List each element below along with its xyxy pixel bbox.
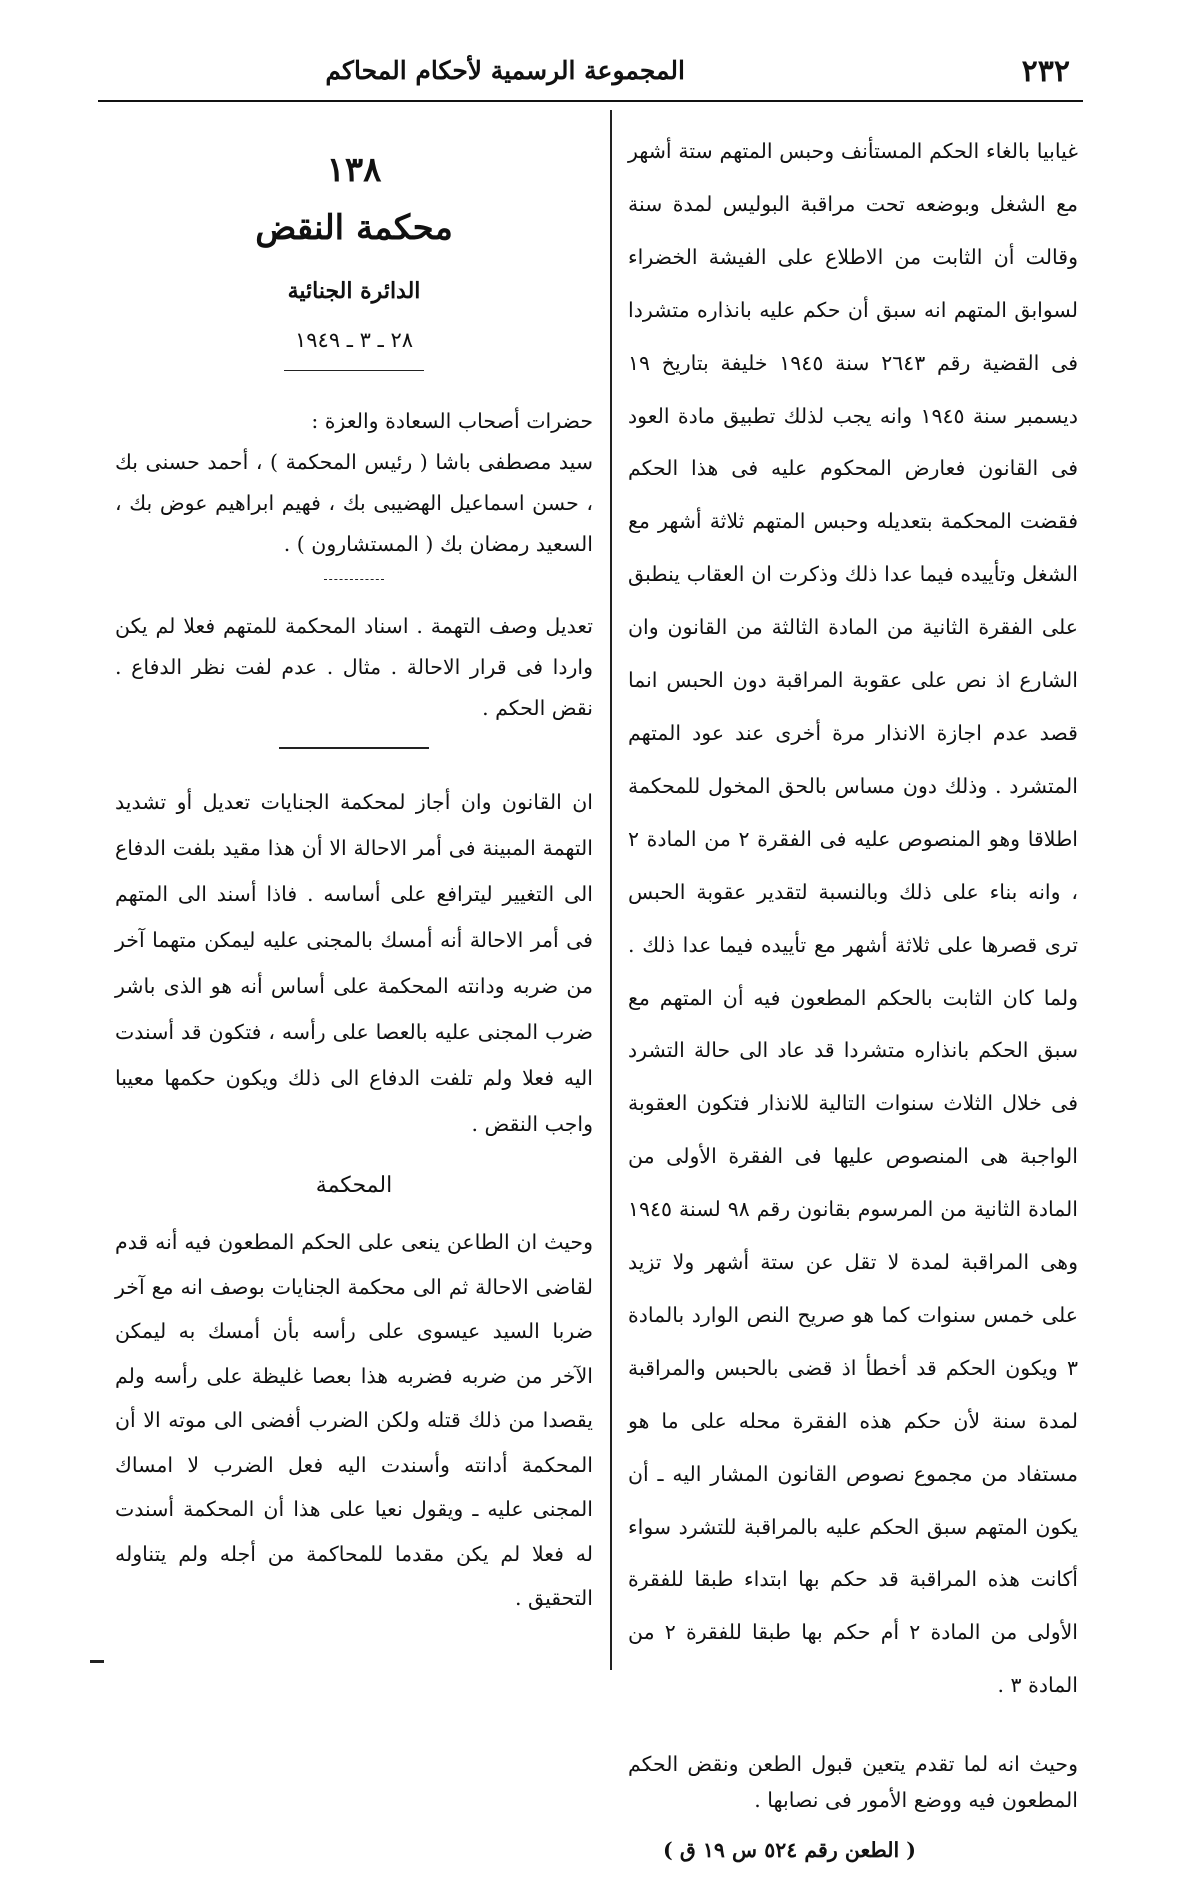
running-title: المجموعة الرسمية لأحكام المحاكم [325,56,685,85]
presence-names: سيد مصطفى باشا ( رئيس المحكمة ) ، أحمد حسنى بك ، حسن اسماعيل الهضيبى بك ، فهيم ابراهيم عوض بك ، السعيد رمضان بك ( المستشارون ) . [115,450,593,556]
bench-composition [115,401,593,565]
judgment-continuation-text: غيابيا بالغاء الحكم المستأنف وحبس المتهم ستة أشهر مع الشغل وبوضعه تحت مراقبة البوليس لمدة سنة وقالت أن الثابت من الاطلاع على الفيشة الخضراء لسوابق المتهم انه سبق أن حكم عليه بانذاره متشردا فى القضية رقم ٢٦٤٣ سنة ١٩٤٥ خليفة بتاريخ ١٩ ديسمبر سنة ١٩٤٥ وانه يجب لذلك تطبيق مادة العود فى القانون فعارض المحكوم عليه فى هذا الحكم فقضت المحكمة بتعديله وحبس المتهم ثلاثة أشهر مع الشغل وتأييده فيما عدا ذلك وذكرت ان العقاب ينطبق على الفقرة الثانية من المادة الثالثة من القانون وان الشارع اذ نص على عقوبة المراقبة دون الحبس انما قصد عدم اجازة الانذار مرة أخرى عند عود المتهم المتشرد . وذلك دون مساس بالحق المخول للمحكمة اطلاقا وهو المنصوص عليه فى الفقرة ٢ من المادة ٢ ، وانه بناء على ذلك وبالنسبة لتقدير عقوبة الحبس ترى قصرها على ثلاثة أشهر مع تأييده فيما عدا ذلك . ولما كان الثابت بالحكم المطعون فيه أن المتهم مع سبق الحكم بانذاره متشردا قد عاد الى حالة التشرد فى خلال الثلاث سنوات التالية للانذار فتكون العقوبة الواجبة هى المنصوص عليها فى الفقرة الأولى من المادة الثانية من المرسوم بقانون رقم ٩٨ لسنة ١٩٤٥ وهى المراقبة لمدة لا تقل عن ستة أشهر ولا تزيد على خمس سنوات كما هو صريح النص الوارد بالمادة ٣ ويكون الحكم قد أخطأ اذ قضى بالحبس والمراقبة لمدة سنة لأن حكم هذه الفقرة محله على ما هو مستفاد من مجموع نصوص القانون المشار اليه ـ أن يكون المتهم سبق الحكم عليه بالمراقبة للتشرد سواء أكانت هذه المراقبة قد حكم بها ابتداء طبقا للفقرة الأولى من المادة ٢ أم حكم بها طبقا للفقرة ٢ من المادة ٣ . [628,139,1079,1698]
case-summary: تعديل وصف التهمة . اسناد المحكمة للمتهم فعلا لم يكن واردا فى قرار الاحالة . مثال . عدم لفت نظر الدفاع . نقض الحكم . [115,614,593,720]
header-rule [98,100,1083,102]
court-name: محكمة النقض [255,208,453,248]
case-number: ١٣٨ [326,150,382,190]
column-divider [610,110,612,1670]
short-separator [324,579,384,580]
judgment-date: ٢٨ ـ ٣ ـ ١٩٤٩ [295,328,413,352]
right-column [628,125,1078,1877]
presence-intro: حضرات أصحاب السعادة والعزة : [311,409,593,433]
page-number: ٢٣٢ [1021,54,1070,89]
legal-principle: ان القانون وان أجاز لمحكمة الجنايات تعديل أو تشديد التهمة المبينة فى أمر الاحالة الا أن هذا مقيد بلفت الدفاع الى التغيير ليترافع على أساسه . فاذا أسند الى المتهم فى أمر الاحالة أنه أمسك بالمجنى عليه ليمكن متهما آخر من ضربه ودانته المحكمة على أساس أنه هو الذى باشر ضرب المجنى عليه بالعصا على رأسه ، فتكون قد أسندت اليه فعلا ولم تلفت الدفاع الى ذلك ويكون حكمها معيبا واجب النقض . [115,790,593,1136]
chamber-name: الدائرة الجنائية [287,278,421,304]
court-reasoning: وحيث ان الطاعن ينعى على الحكم المطعون فيه أنه قدم لقاضى الاحالة ثم الى محكمة الجنايات بوصف انه مع آخر ضربا السيد عيسوى على رأسه بأن أمسك به ليمكن الآخر من ضربه فضربه هذا بعصا غليظة على رأسه ولم يقصدا من ذلك قتله ولكن الضرب أفضى الى موته الا أن المحكمة أدانته وأسندت اليه فعل الضرب لا امساك المجنى عليه ـ ويقول نعيا على هذا أن المحكمة أسندت له فعلا لم يكن مقدما للمحاكمة من أجله ولم يتناوله التحقيق . [115,1230,593,1610]
section-heading: المحكمة [315,1173,393,1198]
closing-paragraph: وحيث انه لما تقدم يتعين قبول الطعن ونقض الحكم المطعون فيه ووضع الأمور فى نصابها . [628,1752,1078,1813]
long-separator [279,747,429,749]
left-column [115,150,593,1621]
stray-mark [90,1660,104,1663]
appeal-citation: ( الطعن رقم ٥٢٤ س ١٩ ق ) [663,1838,916,1863]
date-rule [284,370,424,371]
page-header [95,52,1085,112]
